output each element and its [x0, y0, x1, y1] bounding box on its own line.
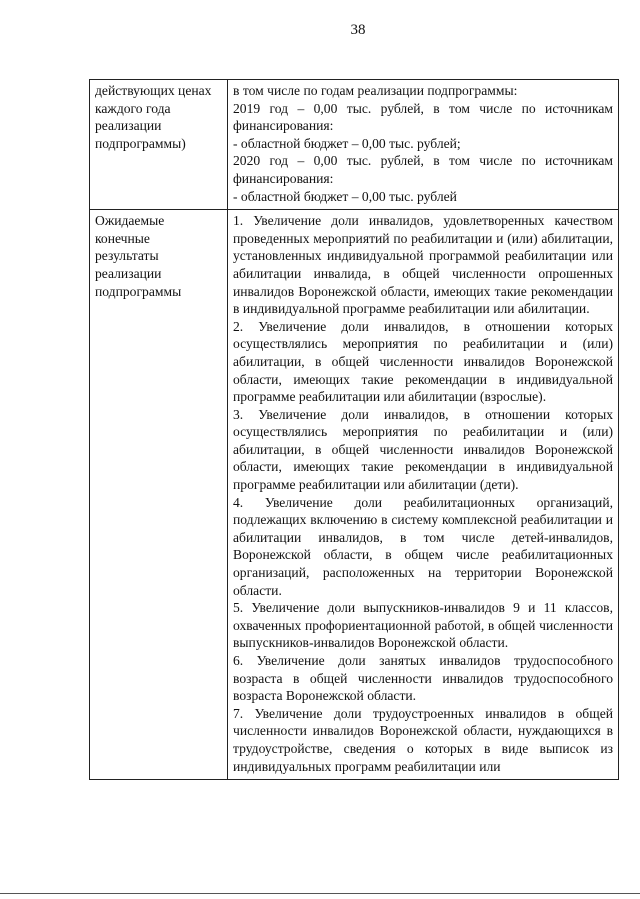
result-item: 2. Увеличение доли инвалидов, в отношении которых осуществлялись мероприятия по реабилитации и (или) абилитации, в общей численности инвалидов Воронежской области, имеющих такие рекомендации в индивидуальной программе реабилитации или абилитации (взрослые). — [233, 318, 613, 405]
label-line: подпрограммы — [95, 283, 182, 299]
table-row — [90, 80, 619, 210]
funding-line: 2019 год – 0,00 тыс. рублей, в том числе по источникам финансирования: — [233, 100, 613, 134]
table-row — [90, 210, 619, 780]
label-line: подпрограммы) — [95, 135, 186, 151]
funding-line: 2020 год – 0,00 тыс. рублей, в том числе по источникам финансирования: — [233, 153, 613, 186]
page-number: 38 — [350, 22, 366, 38]
result-item: 5. Увеличение доли выпускников-инвалидов 9 и 11 классов, охваченных профориентационной работой, в общей численности выпускников-инвалидов Воронежской области. — [233, 600, 613, 651]
result-item: 3. Увеличение доли инвалидов, в отношении которых осуществлялись мероприятия по реабилитации и (или) абилитации, в общей численности инвалидов Воронежской области, имеющих такие рекомендации в индивидуальной программе реабилитации или абилитации (дети). — [233, 406, 613, 493]
result-item: 1. Увеличение доли инвалидов, удовлетворенных качеством проведенных мероприятий по реабилитации и (или) абилитации, установленных индивидуальной программой реабилитации или абилитации инвалида, в общей численности опрошенных инвалидов Воронежской области, имеющих такие рекомендации в индивидуальной программе реабилитации или абилитации. — [233, 213, 613, 317]
page-bottom-edge — [0, 893, 640, 894]
funding-line: - областной бюджет – 0,00 тыс. рублей; — [233, 135, 461, 151]
result-item: 6. Увеличение доли занятых инвалидов трудоспособного возраста в общей численности инвалидов трудоспособного возраста Воронежской области. — [233, 653, 613, 704]
row-content-cell — [228, 80, 619, 210]
label-line: реализации — [95, 265, 162, 281]
passport-table — [89, 79, 619, 780]
funding-line: - областной бюджет – 0,00 тыс. рублей — [233, 188, 457, 204]
result-item: 4. Увеличение доли реабилитационных организаций, подлежащих включению в систему комплексной реабилитации и абилитации инвалидов, в том числе детей-инвалидов, Воронежской области, в общем числе реабилитационных организаций, расположенных на территории Воронежской области. — [233, 494, 613, 598]
label-line: результаты — [95, 248, 159, 264]
row-label-cell — [90, 80, 228, 210]
row-content-cell — [228, 210, 619, 780]
label-line: Ожидаемые — [95, 213, 165, 229]
label-line: реализации — [95, 118, 162, 134]
label-line: действующих ценах — [95, 83, 212, 98]
funding-line: в том числе по годам реализации подпрограммы: — [233, 83, 518, 98]
label-line: конечные — [95, 230, 150, 246]
row-label-cell — [90, 210, 228, 780]
label-line: каждого года — [95, 100, 171, 116]
result-item: 7. Увеличение доли трудоустроенных инвалидов в общей численности инвалидов Воронежской области, нуждающихся в трудоустройстве, сведения о которых в виде выписок из индивидуальных программ реабилитации или — [233, 705, 613, 774]
